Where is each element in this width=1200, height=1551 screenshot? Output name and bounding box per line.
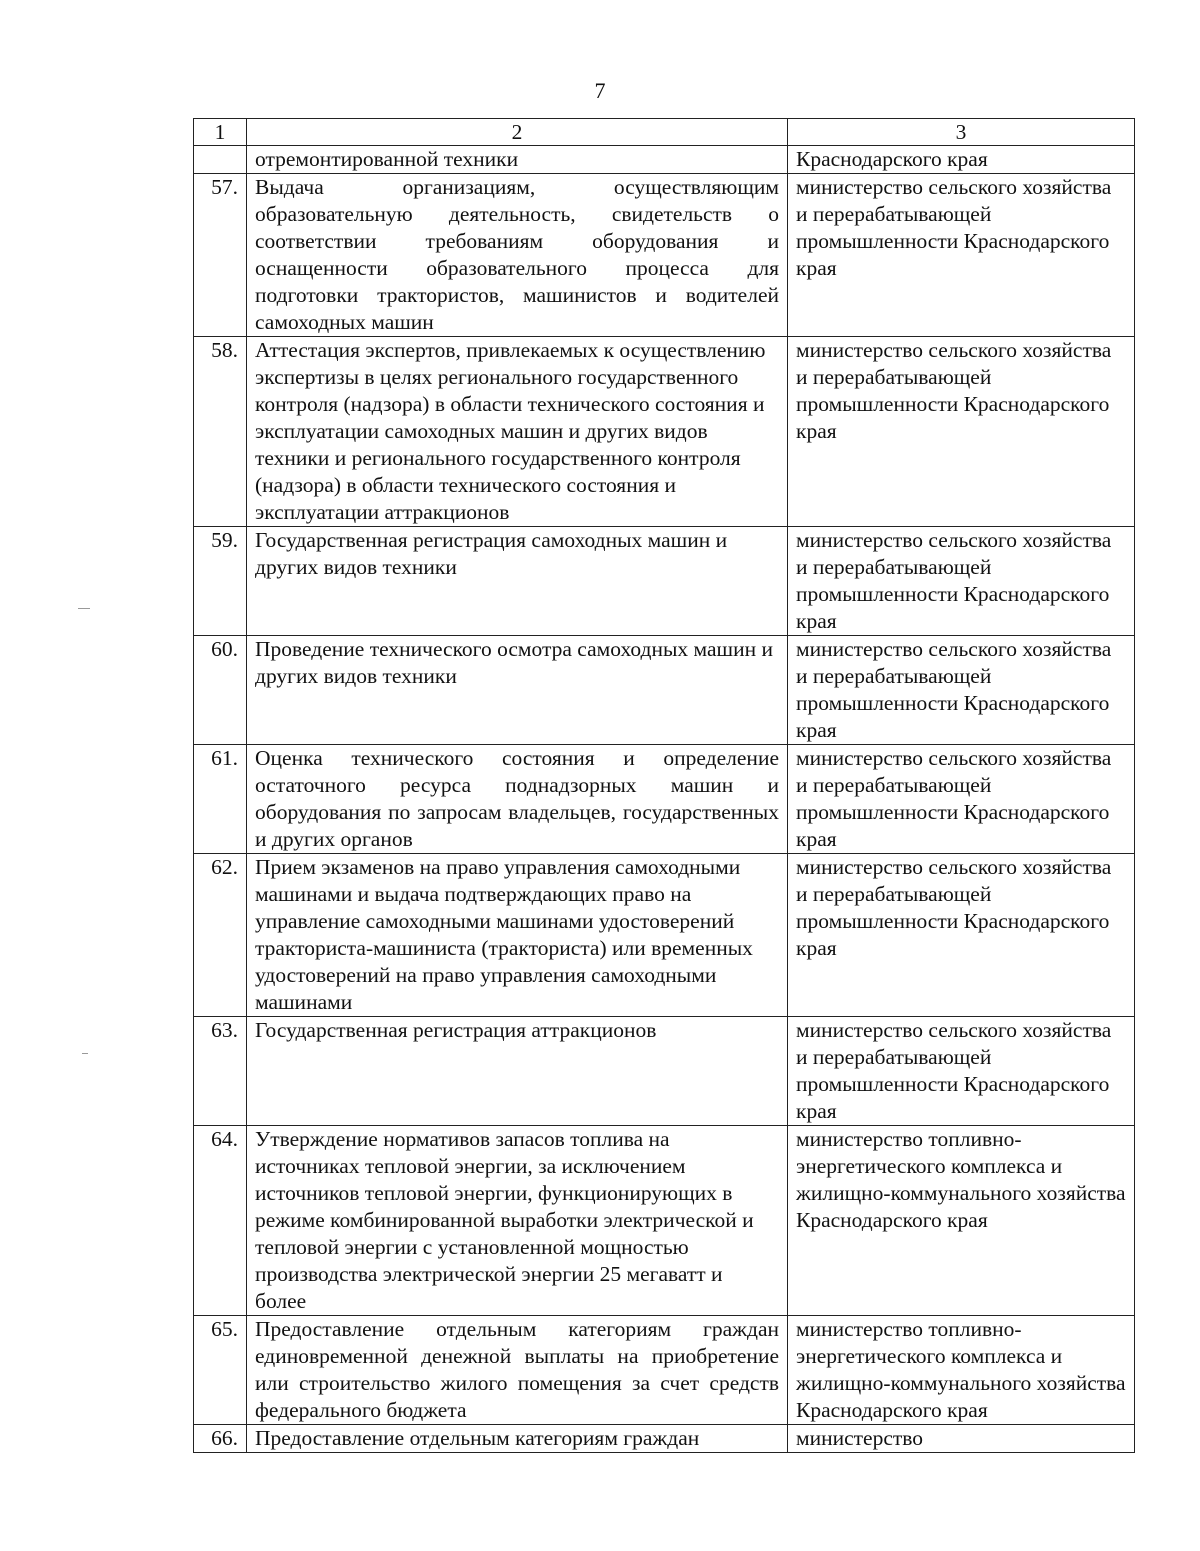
row-number: 63. — [194, 1017, 247, 1126]
table-row — [194, 1017, 1135, 1126]
table-row — [194, 527, 1135, 636]
row-number: 59. — [194, 527, 247, 636]
table-row — [194, 1126, 1135, 1316]
service-description: Выдача организациям, осуществляющим образовательную деятельность, свидетельств о соответствии требованиям оборудования и оснащенности образовательного процесса для подготовки трактористов, машинистов и водителей самоходных машин — [247, 174, 788, 337]
responsible-authority: министерство топливно-энергетического комплекса и жилищно-коммунального хозяйства Краснодарского края — [788, 1126, 1135, 1316]
row-number: 61. — [194, 745, 247, 854]
row-number: 60. — [194, 636, 247, 745]
service-description: Предоставление отдельным категориям граждан — [247, 1425, 788, 1453]
page-number: 7 — [594, 78, 606, 103]
row-number — [194, 146, 247, 174]
row-number: 62. — [194, 854, 247, 1017]
responsible-authority: министерство сельского хозяйства и перерабатывающей промышленности Краснодарского края — [788, 854, 1135, 1017]
table-row — [194, 174, 1135, 337]
header-row — [194, 119, 1135, 146]
table-row — [194, 636, 1135, 745]
scan-mark — [78, 608, 90, 609]
responsible-authority: министерство — [788, 1425, 1135, 1453]
table-row — [194, 337, 1135, 527]
responsible-authority: министерство сельского хозяйства и перерабатывающей промышленности Краснодарского края — [788, 174, 1135, 337]
service-description: Оценка технического состояния и определение остаточного ресурса поднадзорных машин и оборудования по запросам владельцев, государственных и других органов — [247, 745, 788, 854]
table-row — [194, 146, 1135, 174]
row-number: 57. — [194, 174, 247, 337]
table-row — [194, 745, 1135, 854]
service-description: Предоставление отдельным категориям граждан единовременной денежной выплаты на приобретение или строительство жилого помещения за счет средств федерального бюджета — [247, 1316, 788, 1425]
header-cell-authority: 3 — [788, 119, 1135, 146]
row-number: 58. — [194, 337, 247, 527]
row-number: 65. — [194, 1316, 247, 1425]
responsible-authority: министерство сельского хозяйства и перерабатывающей промышленности Краснодарского края — [788, 1017, 1135, 1126]
service-description: Утверждение нормативов запасов топлива на источниках тепловой энергии, за исключением источников тепловой энергии, функционирующих в режиме комбинированной выработки электрической и тепловой энергии с установленной мощностью производства электрической энергии 25 мегаватт и более — [247, 1126, 788, 1316]
services-table — [193, 118, 1135, 1453]
header-cell-service: 2 — [247, 119, 788, 146]
responsible-authority: министерство топливно-энергетического комплекса и жилищно-коммунального хозяйства Краснодарского края — [788, 1316, 1135, 1425]
responsible-authority: министерство сельского хозяйства и перерабатывающей промышленности Краснодарского края — [788, 337, 1135, 527]
service-description: Проведение технического осмотра самоходных машин и других видов техники — [247, 636, 788, 745]
service-description: Аттестация экспертов, привлекаемых к осуществлению экспертизы в целях регионального государственного контроля (надзора) в области технического состояния и эксплуатации самоходных машин и других видов техники и регионального государственного контроля (надзора) в области технического состояния и эксплуатации аттракционов — [247, 337, 788, 527]
table-row — [194, 1316, 1135, 1425]
row-number: 64. — [194, 1126, 247, 1316]
responsible-authority: министерство сельского хозяйства и перерабатывающей промышленности Краснодарского края — [788, 636, 1135, 745]
table-row — [194, 854, 1135, 1017]
responsible-authority: Краснодарского края — [788, 146, 1135, 174]
row-number: 66. — [194, 1425, 247, 1453]
service-description: Прием экзаменов на право управления самоходными машинами и выдача подтверждающих право на управление самоходными машинами удостоверений тракториста-машиниста (тракториста) или временных удостоверений на право управления самоходными машинами — [247, 854, 788, 1017]
scan-mark — [82, 1053, 88, 1054]
responsible-authority: министерство сельского хозяйства и перерабатывающей промышленности Краснодарского края — [788, 527, 1135, 636]
service-description: Государственная регистрация самоходных машин и других видов техники — [247, 527, 788, 636]
table-row — [194, 1425, 1135, 1453]
responsible-authority: министерство сельского хозяйства и перерабатывающей промышленности Краснодарского края — [788, 745, 1135, 854]
header-cell-number: 1 — [194, 119, 247, 146]
service-description: Государственная регистрация аттракционов — [247, 1017, 788, 1126]
service-description: отремонтированной техники — [247, 146, 788, 174]
